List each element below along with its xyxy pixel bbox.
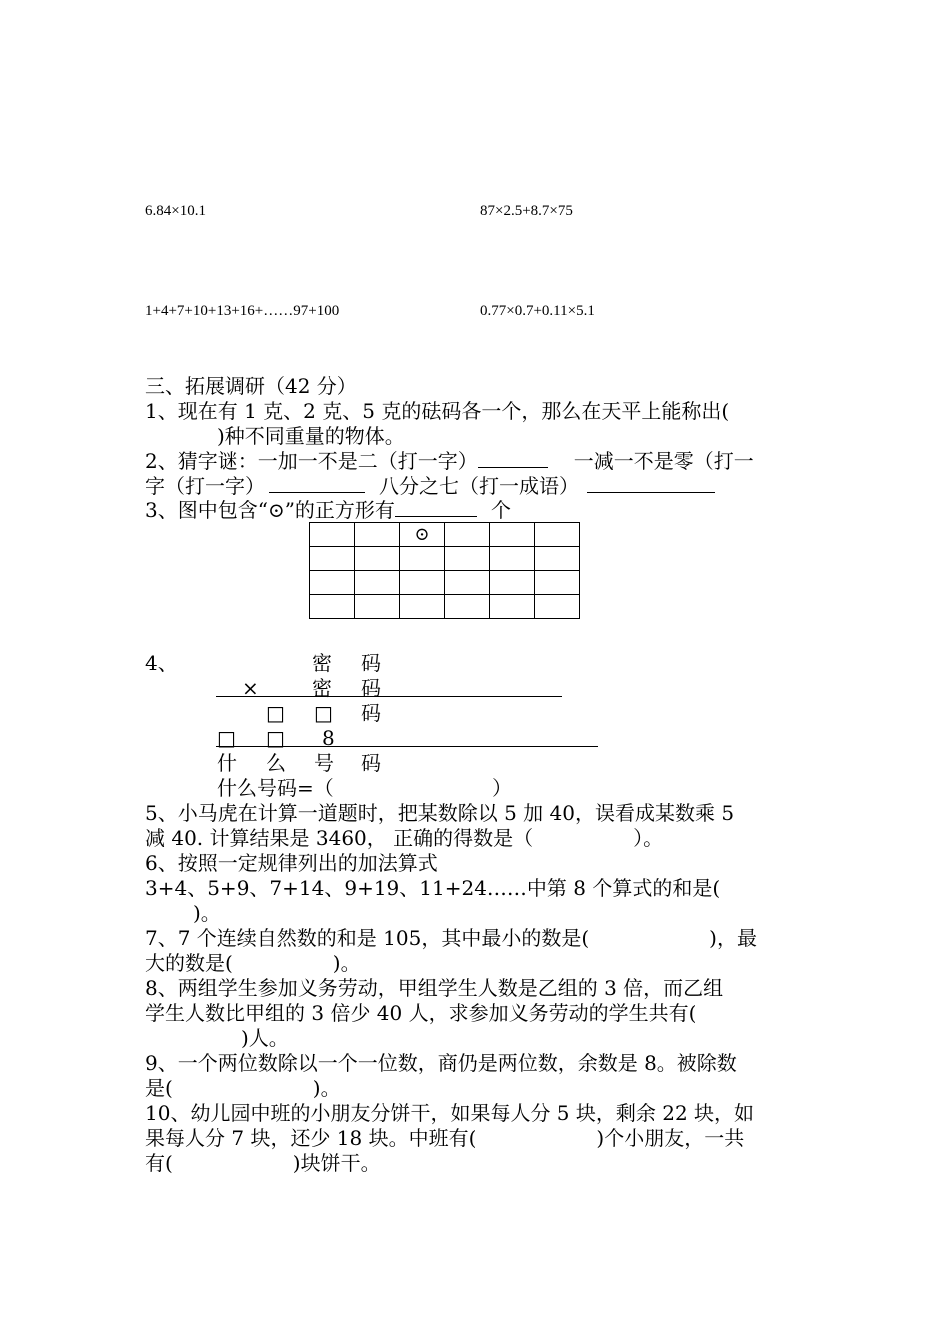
puzzle-char: 么 [266, 751, 286, 775]
q3-unit: 个 [490, 498, 511, 522]
q1-line2: )种不同重量的物体。 [217, 424, 405, 448]
calc-item-4: 0.77×0.7+0.11×5.1 [480, 303, 595, 319]
q3-answer-blank[interactable] [395, 498, 477, 517]
q10-line2: 果每人分 7 块，还少 18 块。中班有( )个小朋友，一共 [145, 1126, 745, 1150]
puzzle-box[interactable]: □ [266, 726, 285, 750]
q9-line2: 是( )。 [145, 1076, 341, 1100]
divider-line [216, 696, 562, 697]
puzzle-char: 密 [312, 651, 332, 675]
q2-line1 [145, 449, 754, 473]
puzzle-char: 码 [361, 651, 381, 675]
times-sign: × [242, 676, 259, 700]
puzzle-char: 码 [361, 701, 381, 725]
q2-answer-blank-3[interactable] [587, 474, 715, 493]
calc-item-2: 87×2.5+8.7×75 [480, 203, 573, 219]
q2-riddle-1: 2、猜字谜：一加一不是二（打一字） [145, 449, 478, 473]
divider-line [216, 746, 598, 747]
puzzle-box[interactable]: □ [314, 701, 333, 725]
puzzle-char: 码 [361, 676, 381, 700]
q4-answer-close: ） [492, 776, 512, 800]
q2-riddle-2-cont: 字（打一字） [145, 474, 265, 498]
q2-riddle-2: 一减一不是零（打一 [573, 449, 754, 473]
q10-line3: 有( )块饼干。 [145, 1151, 381, 1175]
puzzle-char: 密 [312, 676, 332, 700]
q9-line1: 9、一个两位数除以一个一位数，商仍是两位数，余数是 8。被除数 [145, 1051, 737, 1075]
q6-line2: 3+4、5+9、7+14、9+19、11+24……中第 8 个算式的和是( [145, 876, 721, 900]
puzzle-box[interactable]: □ [266, 701, 285, 725]
q2-answer-blank-2[interactable] [269, 474, 365, 493]
puzzle-box[interactable]: □ [217, 726, 236, 750]
q7-line1: 7、7 个连续自然数的和是 105，其中最小的数是( )，最 [145, 926, 757, 950]
calc-item-3: 1+4+7+10+13+16+……97+100 [145, 303, 340, 319]
q2-answer-blank-1[interactable] [478, 449, 548, 468]
puzzle-digit: 8 [322, 726, 335, 750]
target-mark: ⊙ [400, 523, 445, 547]
puzzle-char: 码 [361, 751, 381, 775]
calc-item-1: 6.84×10.1 [145, 203, 206, 219]
q4-number: 4、 [145, 651, 178, 675]
q5-line2: 减 40. 计算结果是 3460， 正确的得数是（ ）。 [145, 826, 664, 850]
q3-text: 3、图中包含“⊙”的正方形有 [145, 498, 395, 522]
puzzle-char: 什 [217, 751, 237, 775]
q1-line1: 1、现在有 1 克、2 克、5 克的砝码各一个，那么在天平上能称出( [145, 399, 730, 423]
q8-line1: 8、两组学生参加义务劳动，甲组学生人数是乙组的 3 倍，而乙组 [145, 976, 724, 1000]
q4-answer-label: 什么号码=（ [217, 776, 334, 800]
q3-line [145, 498, 511, 522]
q7-line2: 大的数是( )。 [145, 951, 361, 975]
q8-line2: 学生人数比甲组的 3 倍少 40 人，求参加义务劳动的学生共有( [145, 1001, 697, 1025]
q5-line1: 5、小马虎在计算一道题时，把某数除以 5 加 40，误看成某数乘 5 [145, 801, 735, 825]
q10-line1: 10、幼儿园中班的小朋友分饼干，如果每人分 5 块，剩余 22 块，如 [145, 1101, 755, 1125]
q6-line3: )。 [193, 901, 221, 925]
q2-riddle-3: 八分之七（打一成语） [379, 474, 579, 498]
q6-line1: 6、按照一定规律列出的加法算式 [145, 851, 438, 875]
q8-line3: )人。 [241, 1026, 289, 1050]
puzzle-char: 号 [314, 751, 334, 775]
q2-line2 [145, 474, 715, 498]
square-grid [309, 522, 580, 619]
section-title: 三、拓展调研（42 分） [145, 374, 357, 398]
